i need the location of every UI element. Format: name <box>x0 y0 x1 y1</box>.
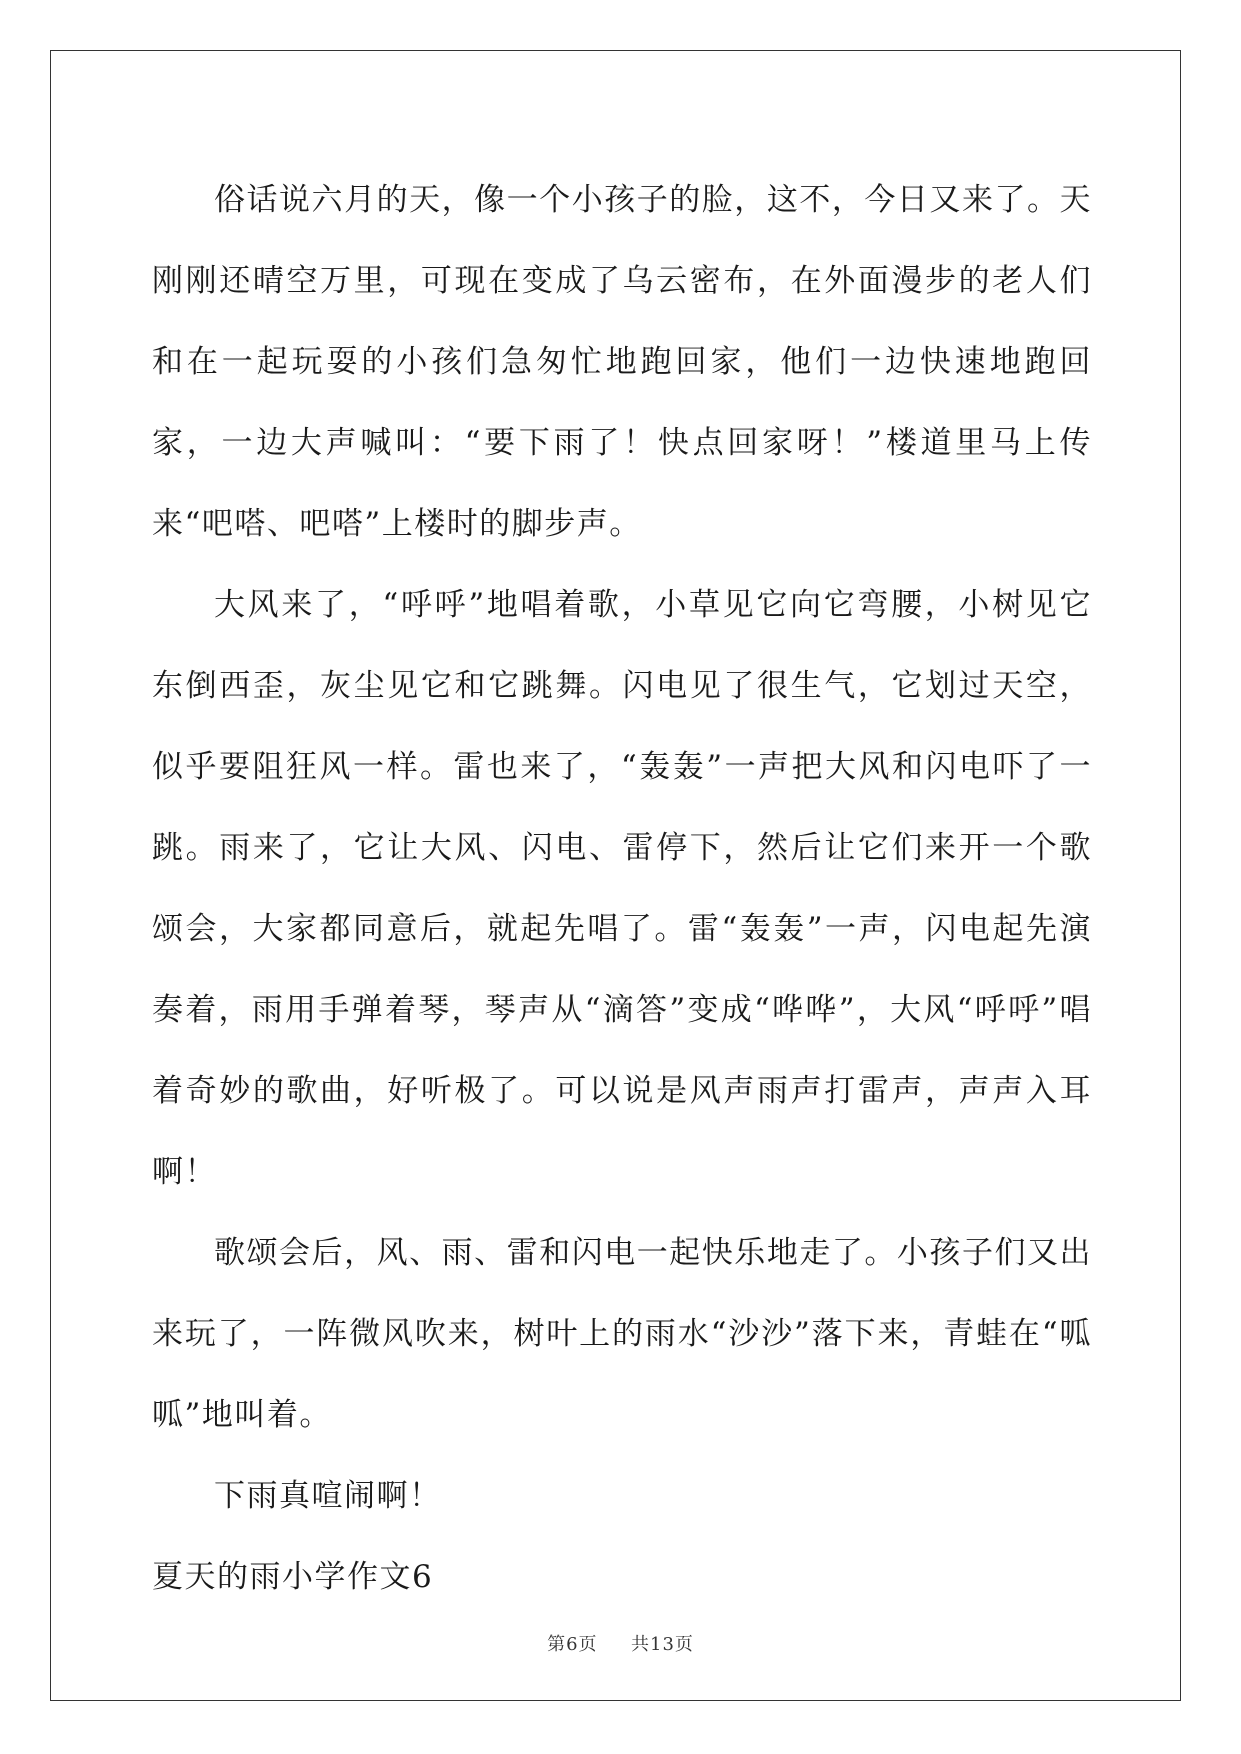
paragraph: 大风来了，“呼呼”地唱着歌，小草见它向它弯腰，小树见它东倒西歪，灰尘见它和它跳舞。闪电见了很生气，它划过天空，似乎要阻狂风一样。雷也来了，“轰轰”一声把大风和闪电吓了一跳。雨来了，它让大风、闪电、雷停下，然后让它们来开一个歌颂会，大家都同意后，就起先唱了。雷“轰轰”一声，闪电起先演奏着，雨用手弹着琴，琴声从“滴答”变成“哗哗”，大风“呼呼”唱着奇妙的歌曲，好听极了。可以说是风声雨声打雷声，声声入耳啊！ <box>152 587 1092 1190</box>
paragraph: 俗话说六月的天，像一个小孩子的脸，这不，今日又来了。天刚刚还晴空万里，可现在变成了乌云密布，在外面漫步的老人们和在一起玩耍的小孩们急匆忙地跑回家，他们一边快速地跑回家，一边大声喊叫：“要下雨了！快点回家呀！”楼道里马上传来“吧嗒、吧嗒”上楼时的脚步声。 <box>152 182 1092 542</box>
paragraph: 下雨真喧闹啊！ <box>214 1478 442 1514</box>
paragraph: 歌颂会后，风、雨、雷和闪电一起快乐地走了。小孩子们又出来玩了，一阵微风吹来，树叶上的雨水“沙沙”落下来，青蛙在“呱呱”地叫着。 <box>152 1235 1092 1433</box>
section-title: 夏天的雨小学作文6 <box>152 1559 434 1595</box>
page-footer <box>0 1630 1241 1656</box>
document-body <box>152 160 1092 1618</box>
page-number: 第6页 <box>547 1634 598 1655</box>
page-total: 共13页 <box>631 1634 694 1655</box>
